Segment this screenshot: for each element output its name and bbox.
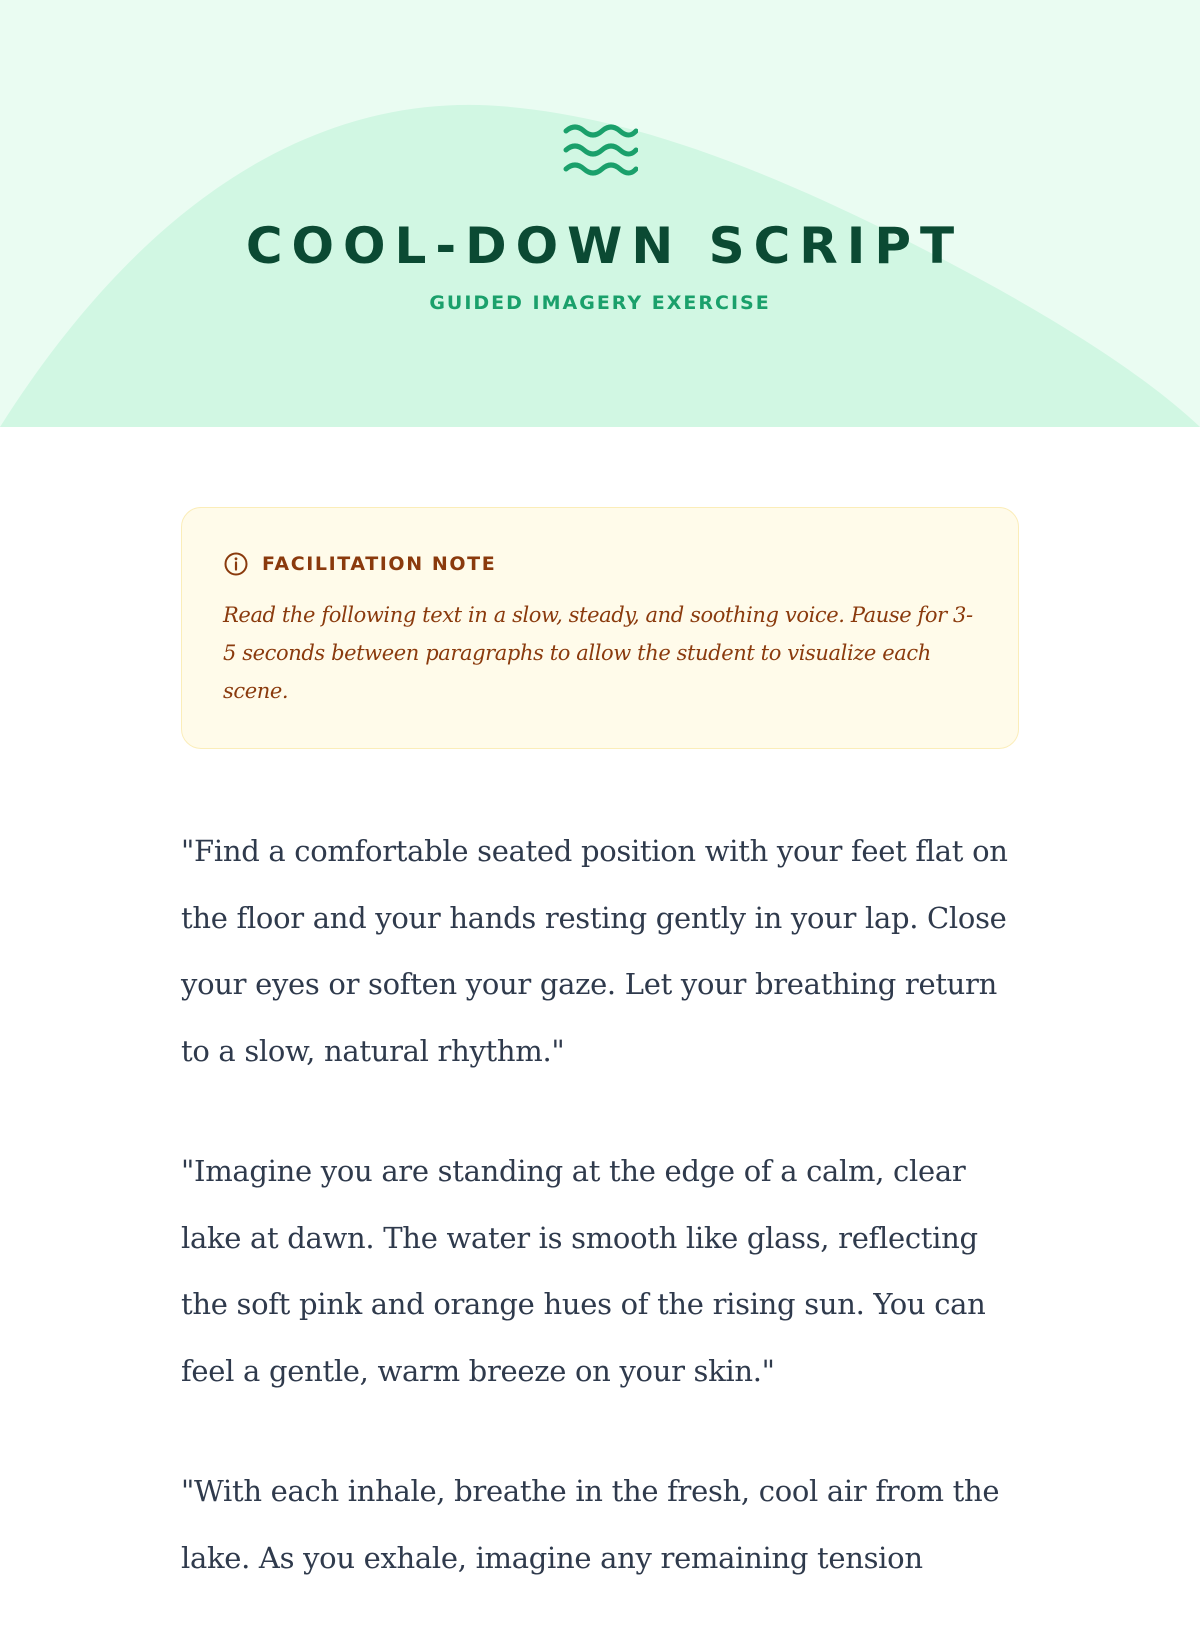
facilitation-note [181, 507, 1019, 749]
note-header [223, 550, 978, 578]
page-title: COOL-DOWN SCRIPT [245, 217, 964, 275]
page-subtitle: GUIDED IMAGERY EXERCISE [429, 292, 771, 314]
script-body [181, 818, 1023, 1645]
info-icon [223, 551, 249, 577]
script-paragraph-1: "Find a comfortable seated position with your feet flat on the floor and your hands resting gently in your lap. Close your eyes or soften your gaze. Let your breathing return to a slow, natural rhythm." [181, 834, 1008, 1068]
script-paragraph-3: "With each inhale, breathe in the fresh, cool air from the lake. As you exhale, imagine any remaining tension [181, 1474, 1000, 1575]
waves-icon [562, 122, 638, 178]
header-banner [0, 0, 1200, 427]
script-paragraph-2: "Imagine you are standing at the edge of a calm, clear lake at dawn. The water is smooth like glass, reflecting the soft pink and orange hues of the rising sun. You can feel a gentle, warm breeze on your skin." [181, 1154, 986, 1388]
note-title: FACILITATION NOTE [262, 553, 497, 575]
note-text: Read the following text in a slow, steady, and soothing voice. Pause for 3-5 seconds between paragraphs to allow the student to visualize each scene. [223, 603, 973, 703]
